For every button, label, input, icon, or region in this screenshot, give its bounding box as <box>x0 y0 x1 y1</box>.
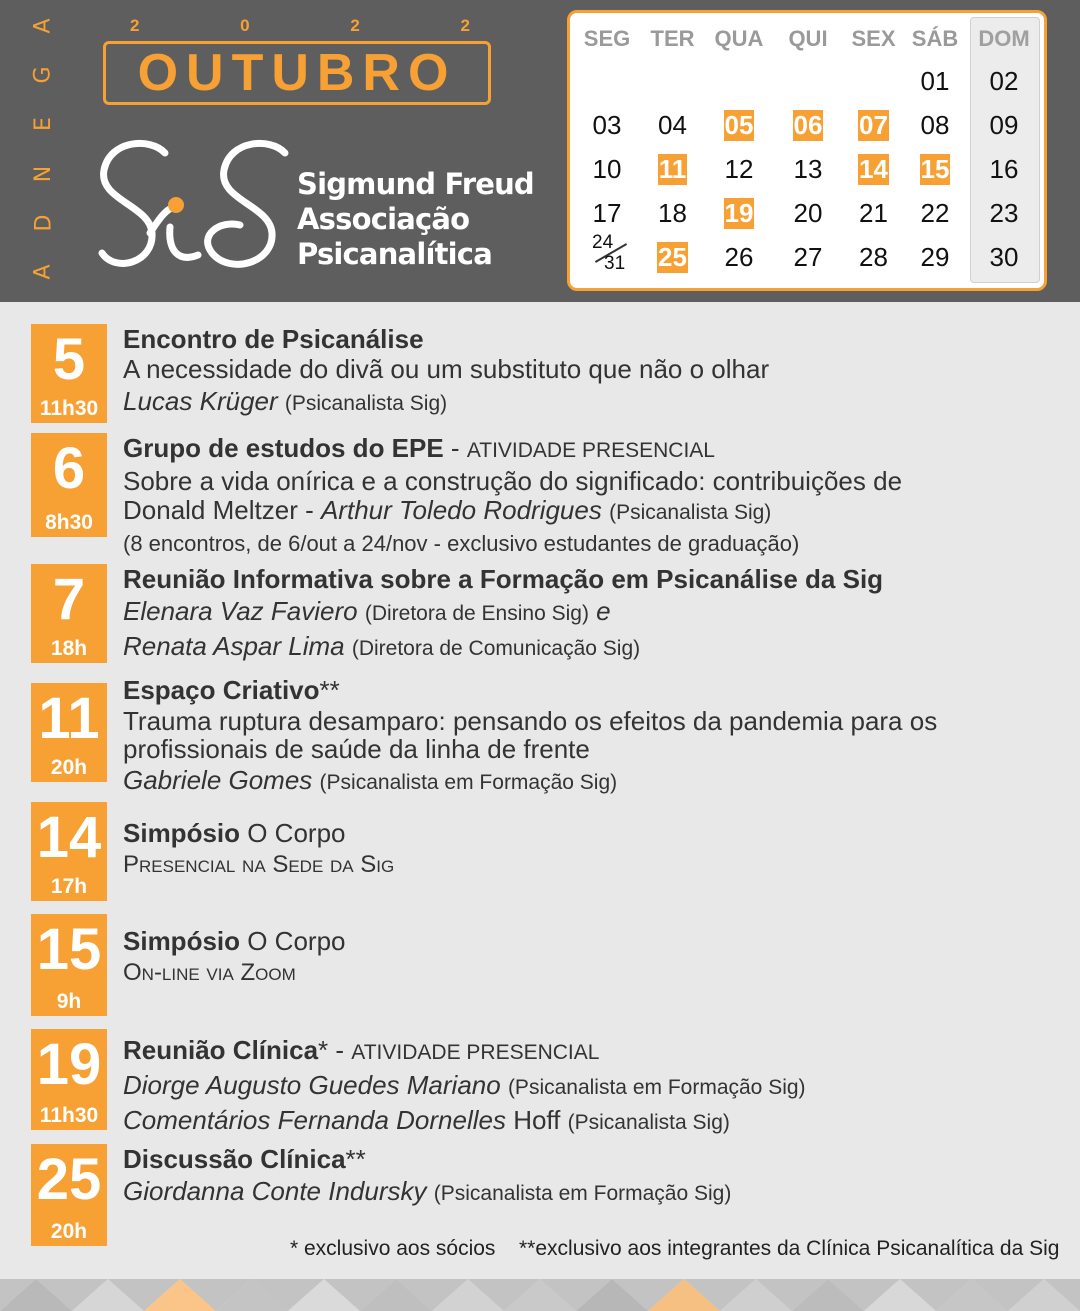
year-digit: 0 <box>240 16 250 35</box>
event-subtitle: O Corpo <box>240 926 346 956</box>
event-date-badge <box>31 433 107 537</box>
calendar-day <box>905 103 965 147</box>
calendar-day <box>905 59 965 103</box>
month-title: OUTUBRO <box>137 44 457 102</box>
calendar-day-number: 02 <box>989 65 1019 96</box>
calendar-day-number: 15 <box>920 153 950 184</box>
event-day: 25 <box>36 1147 102 1212</box>
event-tag: ATIVIDADE PRESENCIAL <box>351 1041 600 1064</box>
sig-logo-icon <box>90 135 295 280</box>
title-separator: - <box>443 433 467 463</box>
speaker-name: Renata Aspar Lima <box>123 631 345 661</box>
org-line: Sigmund Freud <box>297 167 534 201</box>
calendar-day <box>704 147 774 191</box>
calendar-day <box>965 103 1043 147</box>
event-details <box>123 433 1063 559</box>
weekday-header: QUI <box>788 26 828 51</box>
month-calendar <box>567 10 1047 291</box>
calendar-day-number: 30 <box>989 241 1019 272</box>
event-details <box>123 675 1063 798</box>
event-details <box>123 1035 1063 1138</box>
event-date-badge <box>31 1029 107 1130</box>
event-day: 7 <box>52 567 86 632</box>
calendar-day-number: 25 <box>658 241 687 272</box>
weekday-header: SEG <box>583 26 631 51</box>
event-date-badge <box>31 1144 107 1246</box>
weekday-header: TER <box>650 26 695 51</box>
event-title: Encontro de Psicanálise <box>123 324 424 354</box>
event-details <box>123 818 1063 880</box>
calendar-day <box>774 191 842 235</box>
calendar-day-number: 23 <box>989 197 1019 228</box>
calendar-empty-cell <box>704 59 774 103</box>
calendar-day-number: 13 <box>793 153 823 184</box>
calendar-day-number: 19 <box>724 197 754 228</box>
calendar-day <box>842 191 905 235</box>
event-day: 6 <box>52 436 86 501</box>
calendar-day-highlighted <box>704 103 774 147</box>
conjunction: e <box>588 596 611 626</box>
calendar-empty-cell <box>573 59 641 103</box>
calendar-day-highlighted <box>641 235 704 279</box>
calendar-day-number: 16 <box>989 153 1019 184</box>
calendar-day <box>774 235 842 279</box>
month-title-box <box>103 41 491 105</box>
calendar-day <box>905 191 965 235</box>
speaker-name: Giordanna Conte Indursky <box>123 1176 427 1206</box>
calendar-day <box>573 147 641 191</box>
year <box>130 16 470 36</box>
calendar-day <box>965 59 1043 103</box>
commentator-name: Comentários Fernanda Dornelles <box>123 1105 506 1135</box>
calendar-empty-cell <box>842 59 905 103</box>
org-line: Associação <box>297 202 470 236</box>
calendar-day-highlighted <box>704 191 774 235</box>
speaker-name: Lucas Krüger <box>123 386 278 416</box>
event-description: A necessidade do divã ou um substituto que não o olhar <box>123 354 770 384</box>
event-time: 11h30 <box>39 1104 99 1127</box>
calendar-day: 31 <box>604 253 626 274</box>
title-mark: * - <box>318 1035 352 1065</box>
calendar-day <box>842 235 905 279</box>
event-title: Discussão Clínica <box>123 1144 346 1174</box>
speaker-role: (Diretora de Comunicação Sig) <box>351 637 641 660</box>
calendar-day <box>573 103 641 147</box>
calendar-day-highlighted <box>905 147 965 191</box>
calendar-day-number: 12 <box>724 153 754 184</box>
event-date-badge <box>31 802 107 901</box>
event-note: (8 encontros, de 6/out a 24/nov - exclusivo estudantes de graduação) <box>123 531 800 556</box>
event-description: Sobre a vida onírica e a construção do significado: contribuições de <box>123 466 903 496</box>
event-day: 14 <box>36 805 102 870</box>
agenda-vertical-label <box>32 14 56 284</box>
event-details <box>123 324 1063 419</box>
weekday-header: SEX <box>851 26 896 51</box>
calendar-day <box>965 191 1043 235</box>
decorative-triangles <box>0 1276 1080 1311</box>
agenda-letter: E <box>31 117 56 132</box>
calendar-day-number: 17 <box>592 197 622 228</box>
speaker-role: (Psicanalista em Formação Sig) <box>433 1182 732 1205</box>
footnote-clinic: **exclusivo aos integrantes da Clínica Psicanalítica da Sig <box>519 1237 1060 1260</box>
event-title: Grupo de estudos do EPE <box>123 433 444 463</box>
event-details <box>123 1144 1063 1209</box>
calendar-day <box>774 147 842 191</box>
weekday-header: DOM <box>978 26 1030 51</box>
weekday-header: QUA <box>714 26 764 51</box>
speaker-role: (Psicanalista Sig) <box>284 392 448 415</box>
organization-name <box>297 167 534 272</box>
speaker-role: (Psicanalista em Formação Sig) <box>319 771 618 794</box>
calendar-grid <box>573 19 1043 279</box>
event-title: Espaço Criativo <box>123 675 320 705</box>
event-date-badge <box>31 914 107 1016</box>
title-mark: ** <box>345 1144 366 1174</box>
calendar-day <box>704 235 774 279</box>
event-title: Reunião Clínica <box>123 1035 319 1065</box>
speaker-role: (Psicanalista em Formação Sig) <box>507 1076 806 1099</box>
event-date-badge <box>31 683 107 782</box>
calendar-day-number: 11 <box>658 153 687 184</box>
title-mark: ** <box>319 675 340 705</box>
calendar-day <box>641 103 704 147</box>
event-title: Simpósio <box>123 926 241 956</box>
calendar-day-number: 09 <box>989 109 1019 140</box>
speaker-name: Gabriele Gomes <box>123 765 313 795</box>
weekday-header: SÁB <box>911 26 959 51</box>
agenda-letter: N <box>31 165 56 182</box>
calendar-day <box>965 147 1043 191</box>
event-day: 15 <box>36 917 102 982</box>
calendar-empty-cell <box>641 59 704 103</box>
event-time: 8h30 <box>45 511 93 534</box>
event-details <box>123 564 1063 664</box>
event-description: profissionais de saúde da linha de frente <box>123 734 590 764</box>
calendar-day-number: 04 <box>658 109 687 140</box>
speaker-role: (Psicanalista Sig) <box>609 501 772 524</box>
event-time: 20h <box>50 1220 88 1243</box>
event-location: Presencial na Sede da Sig <box>123 851 395 878</box>
event-time: 17h <box>50 875 88 898</box>
header <box>0 0 1080 302</box>
calendar-day-number: 27 <box>793 241 823 272</box>
calendar-day-number: 28 <box>859 241 888 272</box>
agenda-letter: G <box>31 66 56 84</box>
event-details <box>123 926 1063 988</box>
event-date-badge <box>31 324 107 423</box>
year-digit: 2 <box>130 16 140 35</box>
calendar-day-number: 06 <box>793 109 823 140</box>
event-title: Simpósio <box>123 818 241 848</box>
speaker-name: Diorge Augusto Guedes Mariano <box>123 1070 501 1100</box>
calendar-day-number: 07 <box>859 109 888 140</box>
calendar-day-highlighted <box>641 147 704 191</box>
calendar-day-number: 21 <box>859 197 888 228</box>
calendar-day-number: 01 <box>920 65 950 96</box>
event-time: 11h30 <box>39 397 99 420</box>
calendar-day-number: 03 <box>592 109 622 140</box>
calendar-day-number: 26 <box>724 241 754 272</box>
calendar-empty-cell <box>774 59 842 103</box>
agenda-letter: A <box>31 18 56 34</box>
footnote-members: * exclusivo aos sócios <box>290 1237 496 1260</box>
agenda-letter: A <box>31 264 56 280</box>
calendar-day-number: 14 <box>859 153 888 184</box>
calendar-day-number: 08 <box>920 109 950 140</box>
org-line: Psicanalítica <box>297 237 492 271</box>
calendar-day-number: 29 <box>920 241 950 272</box>
event-day: 11 <box>38 686 100 751</box>
calendar-day-number: 05 <box>724 109 754 140</box>
calendar-day-highlighted <box>842 147 905 191</box>
event-location: On-line via Zoom <box>123 959 296 986</box>
calendar-day-highlighted <box>774 103 842 147</box>
calendar-day: 24 <box>592 232 614 253</box>
calendar-day-number: 10 <box>592 153 622 184</box>
event-day: 5 <box>52 327 86 392</box>
calendar-day-split <box>573 232 641 279</box>
event-description: Trauma ruptura desamparo: pensando os efeitos da pandemia para os <box>123 706 938 736</box>
event-time: 9h <box>56 990 82 1013</box>
event-tag: ATIVIDADE PRESENCIAL <box>466 439 715 462</box>
calendar-day <box>965 235 1043 279</box>
year-digit: 2 <box>350 16 360 35</box>
calendar-day-number: 22 <box>920 197 950 228</box>
agenda-letter: D <box>30 214 56 232</box>
speaker-name: Elenara Vaz Faviero <box>123 596 358 626</box>
calendar-day-number: 20 <box>793 197 823 228</box>
calendar-day-number: 18 <box>658 197 687 228</box>
calendar-day <box>573 191 641 235</box>
event-day: 19 <box>36 1032 102 1097</box>
speaker-role: (Psicanalista Sig) <box>567 1111 730 1134</box>
calendar-day <box>905 235 965 279</box>
speaker-role: (Diretora de Ensino Sig) <box>364 602 589 625</box>
event-date-badge <box>31 564 107 663</box>
event-time: 18h <box>50 637 88 660</box>
speaker-name: Arthur Toledo Rodrigues <box>320 495 602 525</box>
calendar-day-highlighted <box>842 103 905 147</box>
event-title: Reunião Informativa sobre a Formação em Psicanálise da Sig <box>123 564 884 594</box>
event-time: 20h <box>50 756 88 779</box>
commentator-surname: Hoff <box>505 1105 561 1135</box>
calendar-day <box>641 191 704 235</box>
year-digit: 2 <box>460 16 470 35</box>
event-subtitle: O Corpo <box>240 818 346 848</box>
event-description: Donald Meltzer - <box>123 495 321 525</box>
